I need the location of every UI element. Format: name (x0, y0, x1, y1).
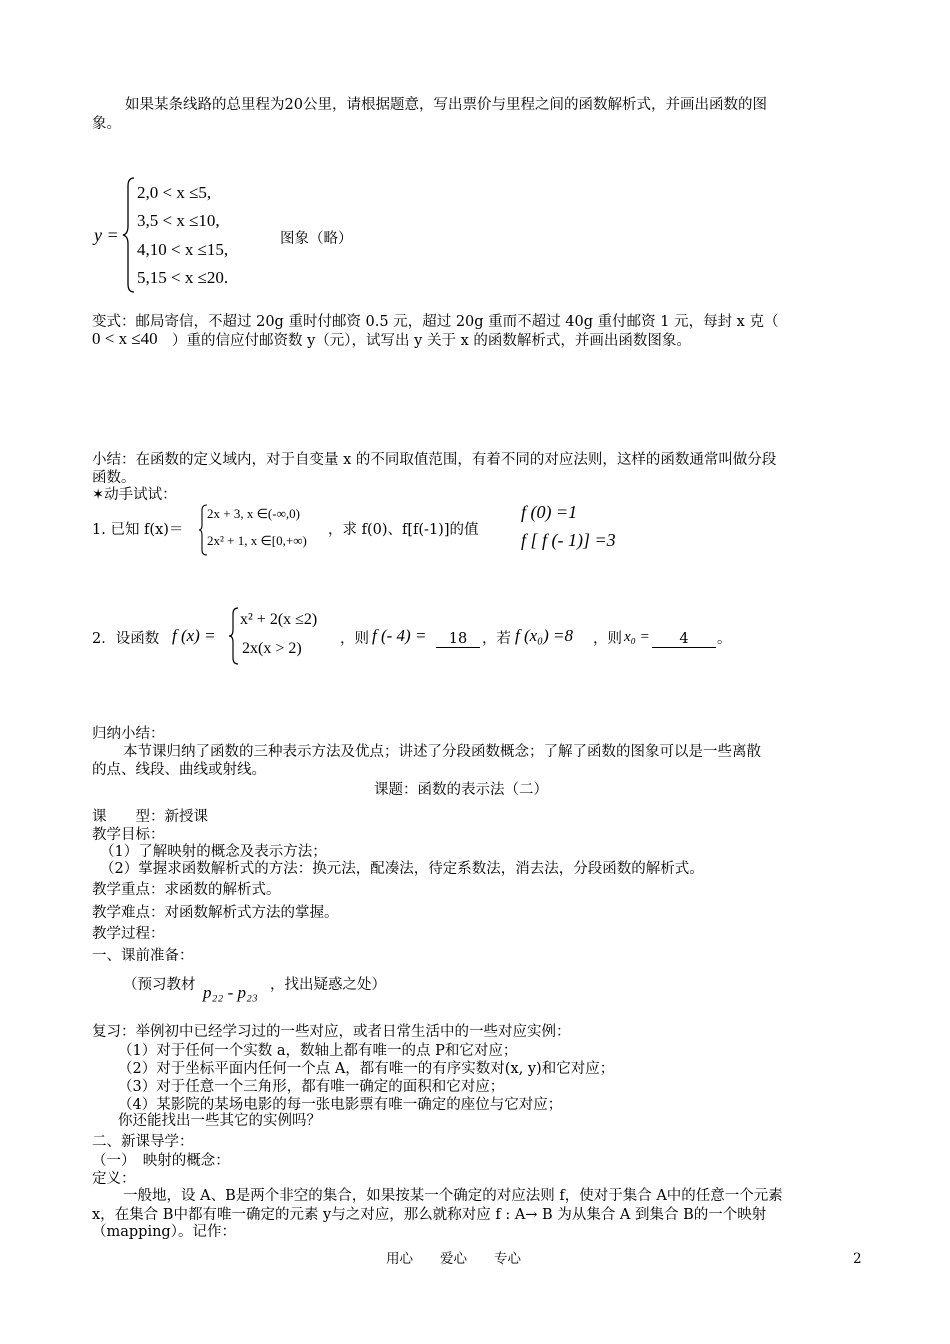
definition-label: 定义： (92, 1171, 136, 1187)
definition-line-2: x，在集合 B中都有唯一确定的元素 y与之对应，那么就称对应 f : A→ B 为从集合 A 到集合 B的一个映射 (92, 1207, 767, 1223)
review-item-2: （2）对于坐标平面内任何一个点 A，都有唯一的有序实数对(x, y)和它对应； (118, 1061, 615, 1077)
ex2-answer-1-blank (436, 630, 480, 648)
try-it-label: ✶动手试试： (92, 487, 177, 503)
variant-condition: 0 < x ≤40 (92, 329, 158, 348)
ex2-case-2: 2x(x > 2) (242, 640, 302, 657)
conclusion-line-2: 的点、线段、曲线或射线。 (92, 762, 266, 778)
ex2-q1: ，则 (340, 631, 369, 647)
ex1-answer-2: f [ f (- 1)] =3 (521, 530, 616, 550)
ex1-question: ，求 f(0)、f[f(-1)]的值 (328, 522, 479, 538)
intro-line-1: 如果某条线路的总里程为20公里，请根据题意，写出票价与里程之间的函数解析式，并画出函数的图 (125, 97, 767, 113)
lesson-key-point: 教学重点：求函数的解析式。 (92, 882, 281, 898)
piecewise1-case-4: 5,15 < x ≤20. (137, 268, 229, 287)
preview-suffix: ，找出疑惑之处） (270, 977, 386, 993)
variant-line-1: 变式：邮局寄信，不超过 20g 重时付邮资 0.5 元，超过 20g 重而不超过 40g 重付邮资 1 元，每封 x 克（ (92, 314, 779, 330)
ex2-answer-2: 4 (652, 631, 716, 648)
preview-prefix: （预习教材 (123, 977, 196, 993)
piecewise1-case-2: 3,5 < x ≤10, (137, 211, 220, 230)
lesson-prep: 一、课前准备： (92, 948, 194, 964)
review-item-4: （4）某影院的某场电影的每一张电影票有唯一确定的座位与它对应； (118, 1097, 563, 1113)
review-item-3: （3）对于任意一个三角形，都有唯一确定的面积和它对应； (118, 1079, 505, 1095)
definition-line-1: 一般地，设 A、B是两个非空的集合，如果按某一个确定的对应法则 f，使对于集合 A中的任意一个元素 (123, 1188, 783, 1204)
ex2-answer-1: 18 (436, 631, 480, 648)
lesson-type: 课 型：新授课 (92, 809, 208, 825)
piecewise1-lhs: y = (94, 225, 119, 245)
review-item-1: （1）对于任何一个实数 a，数轴上都有唯一的点 P和它对应； (118, 1043, 518, 1059)
newlesson-title: 二、新课导学： (92, 1134, 194, 1150)
summary-line-2: 函数。 (92, 470, 136, 486)
ex2-answer-2-blank (652, 630, 716, 648)
newlesson-subtitle: （一） 映射的概念： (92, 1153, 230, 1169)
conclusion-line-1: 本节课归纳了函数的三种表示方法及优点；讲述了分段函数概念；了解了函数的图象可以是一些离散 (123, 744, 761, 760)
lesson-difficulty: 教学难点：对函数解析式方法的掌握。 (92, 905, 339, 921)
summary-line-1: 小结：在函数的定义域内，对于自变量 x 的不同取值范围，有着不同的对应法则，这样的函数通常叫做分段 (92, 452, 777, 468)
ex2-fx: f (x) = (172, 626, 216, 645)
ex2-q3: ，则 (593, 631, 622, 647)
piecewise1-case-1: 2,0 < x ≤5, (137, 183, 212, 202)
ex2-case-1: x² + 2(x ≤2) (240, 611, 318, 628)
piecewise1-brace-icon (122, 176, 136, 294)
ex2-f-x0: f (x₀) =8 (515, 626, 573, 645)
piecewise1-note: 图象（略） (280, 231, 353, 247)
page-number: 2 (853, 1251, 862, 1267)
lesson-goals-label: 教学目标： (92, 827, 165, 843)
ex2-f-neg4: f (- 4) = (372, 626, 427, 645)
ex2-prefix: 2．设函数 (92, 631, 160, 647)
intro-line-2: 象。 (92, 116, 121, 132)
lesson-topic: 课题：函数的表示法（二） (374, 782, 548, 798)
ex2-end: 。 (717, 631, 732, 647)
ex1-prefix: 1. 已知 f(x)＝ (92, 522, 184, 538)
footer-motto: 用心 爱心 专心 (386, 1251, 521, 1267)
definition-line-3: （mapping）。记作： (92, 1224, 236, 1240)
ex2-x0: x₀ = (624, 629, 650, 645)
review-question: 你还能找出一些其它的实例吗？ (118, 1113, 321, 1129)
preview-pages: p₂₂ - p₂₃ (203, 983, 258, 1002)
variant-line-2: ）重的信应付邮资数 y（元），试写出 y 关于 x 的函数解析式，并画出函数图象。 (172, 333, 691, 349)
conclusion-title: 归纳小结： (92, 726, 165, 742)
piecewise1-case-3: 4,10 < x ≤15, (137, 240, 229, 259)
ex2-brace-icon (228, 607, 240, 665)
lesson-goal-1: （1）了解映射的概念及表示方法； (100, 844, 327, 860)
ex2-q2: ，若 (482, 631, 511, 647)
lesson-goal-2: （2）掌握求函数解析式的方法：换元法，配凑法，待定系数法，消去法，分段函数的解析式。 (100, 861, 704, 877)
ex1-answer-1: f (0) =1 (521, 502, 578, 522)
ex1-case-1: 2x + 3, x ∈(-∞,0) (207, 506, 300, 521)
review-intro: 复习：举例初中已经学习过的一些对应，或者日常生活中的一些对应实例： (92, 1024, 571, 1040)
lesson-process: 教学过程： (92, 926, 165, 942)
ex1-case-2: 2x² + 1, x ∈[0,+∞) (207, 533, 307, 548)
